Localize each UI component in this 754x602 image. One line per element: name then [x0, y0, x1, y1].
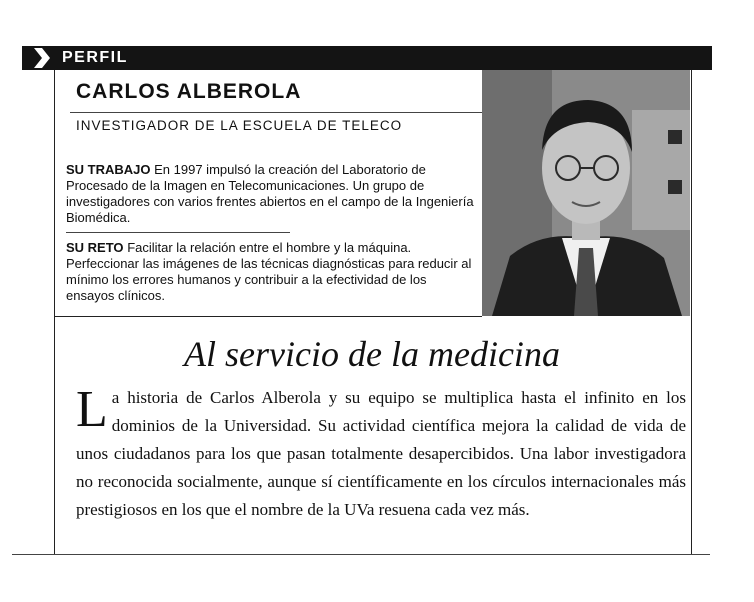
challenge-label: SU RETO: [66, 240, 124, 255]
profile-challenge-paragraph: [66, 240, 478, 304]
work-text: En 1997 impulsó la creación del Laboratorio de Procesado de la Imagen en Telecomunicaciones. Un grupo de investigadores con varios frentes abiertos en el campo de la Ingeniería Biomédica.: [66, 162, 474, 225]
section-label: PERFIL: [62, 49, 128, 66]
article-body: [76, 381, 686, 524]
bottom-rule: [12, 554, 710, 555]
challenge-text: Facilitar la relación entre el hombre y la máquina. Perfeccionar las imágenes de las técnicas diagnósticas para reducir al mínimo los errores humanos y contribuir a la efectividad de los ensayos clínicos.: [66, 240, 472, 303]
article-body-text: a historia de Carlos Alberola y su equipo se multiplica hasta el infinito en los dominios de la Universidad. Su actividad científica mejora la calidad de vida de unos ciudadanos para los que pasan totalmente desapercibidos. Una labor investigadora no reconocida socialmente, aunque sí científicamente en los círculos internacionales más prestigiosos en los que el nombre de la UVa resuena cada vez más.: [76, 388, 686, 519]
chevron-right-icon: [30, 48, 52, 68]
section-header-bar: [22, 46, 712, 70]
portrait-illustration: [482, 70, 690, 316]
article-headline: Al servicio de la medicina: [184, 334, 560, 374]
portrait-photo: [482, 70, 690, 316]
divider: [66, 232, 290, 233]
divider: [70, 112, 482, 113]
drop-cap: L: [76, 381, 108, 438]
profile-box: [54, 70, 482, 317]
profile-role: INVESTIGADOR DE LA ESCUELA DE TELECO: [76, 118, 403, 133]
work-label: SU TRABAJO: [66, 162, 151, 177]
profile-name: CARLOS ALBEROLA: [76, 80, 302, 103]
profile-work-paragraph: [66, 162, 478, 226]
